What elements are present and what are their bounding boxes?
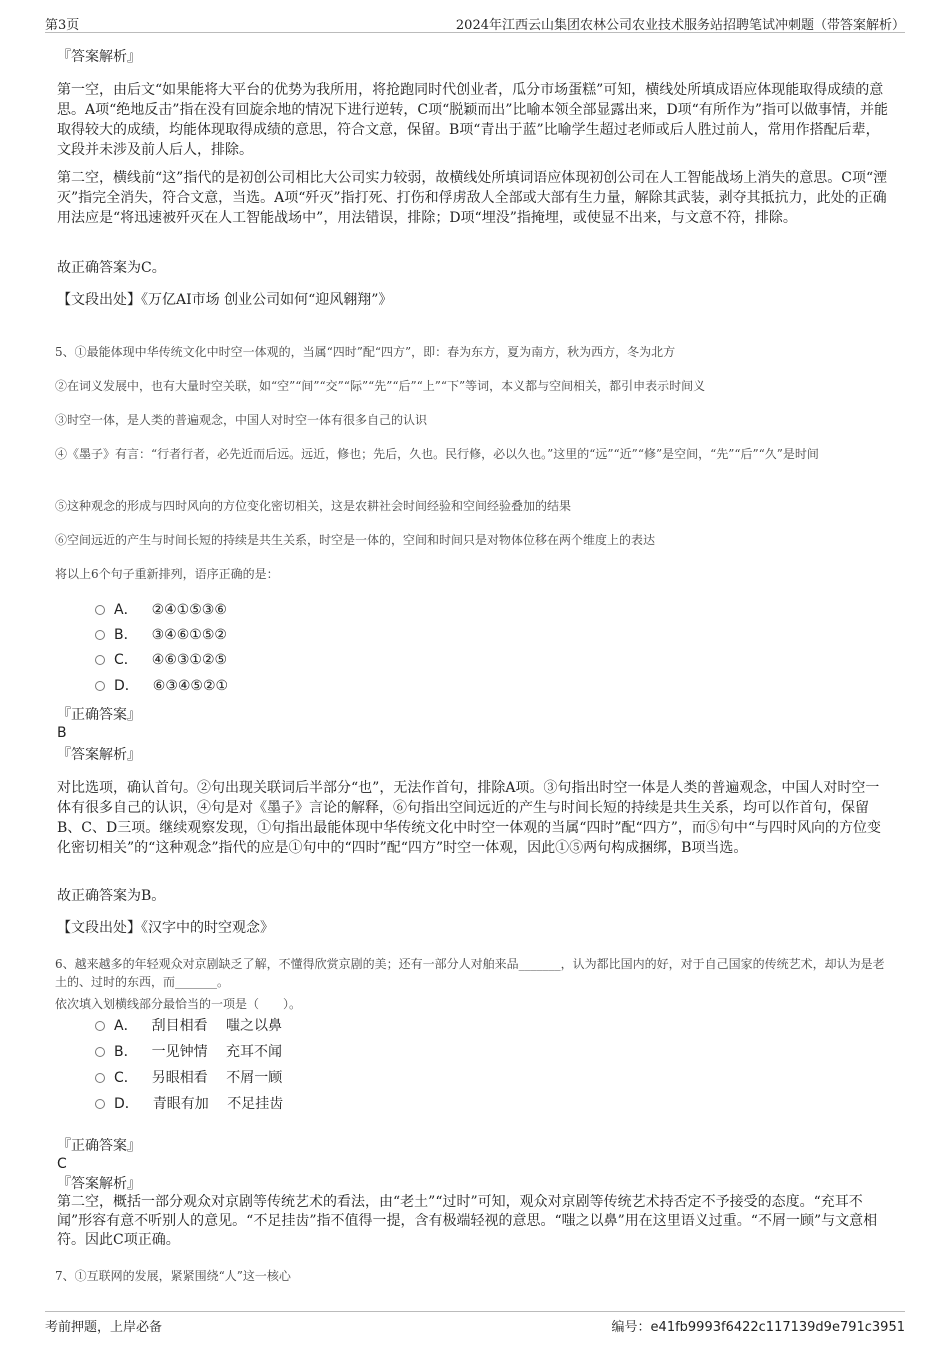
q5-sentence-6: ⑥空间远近的产生与时间长短的持续是共生关系，时空是一体的，空间和时间只是对物体位移在两个维度上的表达 (55, 533, 656, 547)
footer-slogan: 考前押题，上岸必备 (45, 1320, 163, 1335)
q6-stem: 6、越来越多的年轻观众对京剧缺乏了解，不懂得欣赏京剧的美；还有一部分人对舶来品_______，认为都比国内的好，对于自己国家的传统艺术，却认为是老土的、过时的东西，而_______。 (55, 957, 885, 989)
q5-option-b[interactable]: B． ③④⑥①⑤② (95, 625, 227, 645)
document-title: 2024年江西云山集团农林公司农业技术服务站招聘笔试冲刺题（带答案解析） (455, 18, 905, 33)
page-number: 第3页 (45, 18, 80, 33)
document-code (612, 1316, 905, 1335)
radio-icon[interactable] (95, 630, 105, 640)
q4-analysis-para1: 第一空，由后文“如果能将大平台的优势为我所用，将抢跑同时代创业者，瓜分市场蛋糕”可知，横线处所填成语应体现能取得成绩的意思。A项“绝地反击”指在没有回旋余地的情况下进行逆转，C项“脱颖而出”比喻本领全部显露出来，D项“有所作为”指可以做事情，并能取得较大的成绩，均能体现取得成绩的意思，符合文意，保留。B项“青出于蓝”比喻学生超过老师或后人胜过前人，常用作搭配后辈，文段并未涉及前人后人，排除。 (57, 82, 888, 158)
q4-source: 【文段出处】《万亿AI市场 创业公司如何“迎风翱翔”》 (57, 292, 393, 308)
q5-conclusion: 故正确答案为B。 (57, 888, 166, 904)
q5-analysis: 对比选项，确认首句。②句出现关联词后半部分“也”，无法作首句，排除A项。③句指出时空一体是人类的普遍观念，中国人对时空一体有很多自己的认识，④句是对《墨子》言论的解释，⑥句指出空间远近的产生与时间长短的持续是共生关系，均可以作首句，保留B、C、D三项。继续观察发现，①句指出最能体现中华传统文化中时空一体观的当属“四时”配“四方”，而⑤句中“与四时风向的方位变化密切相关”的“这种观念”指代的应是①句中的“四时”配“四方”时空一体观，因此①⑤两句构成捆绑，B项当选。 (57, 780, 882, 856)
q5-correct-answer: B (57, 725, 67, 741)
q6-instruction: 依次填入划横线部分最恰当的一项是（ ）。 (55, 997, 302, 1011)
q5-sentence-1: 5、①最能体现中华传统文化中时空一体观的，当属“四时”配“四方”，即：春为东方，夏为南方，秋为西方，冬为北方 (55, 345, 676, 359)
q6-option-a[interactable]: A． 刮目相看 嗤之以鼻 (95, 1016, 282, 1036)
q5-stem: 将以上6个句子重新排列，语序正确的是： (55, 567, 279, 581)
q5-sentence-2: ②在词义发展中，也有大量时空关联，如“空”“间”“交”“际”“先”“后”“上”“下”等词，本义都与空间相关，都引申表示时间义 (55, 379, 706, 393)
radio-icon[interactable] (95, 1021, 105, 1031)
code-label: 编号： (611, 1320, 651, 1335)
q5-option-d[interactable]: D． ⑥③④⑤②① (95, 676, 228, 696)
q6-correct-label: 『正确答案』 (57, 1138, 141, 1154)
q7-sentence-1: 7、①互联网的发展，紧紧围绕“人”这一核心 (55, 1269, 291, 1283)
q6-option-d[interactable]: D． 青眼有加 不足挂齿 (95, 1094, 283, 1114)
q6-correct-answer: C (57, 1156, 67, 1172)
q5-sentence-4: ④《墨子》有言：“行者行者，必先近而后远。远近，修也；先后，久也。民行修，必以久也。”这里的“远”“近”“修”是空间，“先”“后”“久”是时间 (55, 447, 819, 461)
page-footer (45, 1311, 905, 1336)
q6-analysis-label: 『答案解析』 (57, 1176, 141, 1192)
q6-option-c[interactable]: C． 另眼相看 不屑一顾 (95, 1068, 282, 1088)
q5-option-c[interactable]: C． ④⑥③①②⑤ (95, 650, 227, 670)
code-value: e41fb9993f6422c117139d9e791c3951 (650, 1320, 905, 1335)
radio-icon[interactable] (95, 1073, 105, 1083)
q5-option-a[interactable]: A． ②④①⑤③⑥ (95, 600, 227, 620)
radio-icon[interactable] (95, 1099, 105, 1109)
q6-option-b[interactable]: B． 一见钟情 充耳不闻 (95, 1042, 282, 1062)
q5-source: 【文段出处】《汉字中的时空观念》 (57, 920, 274, 936)
q5-correct-label: 『正确答案』 (57, 707, 141, 723)
q5-analysis-label: 『答案解析』 (57, 747, 141, 763)
q5-sentence-3: ③时空一体，是人类的普遍观念，中国人对时空一体有很多自己的认识 (55, 413, 428, 427)
radio-icon[interactable] (95, 655, 105, 665)
q6-analysis: 第二空，概括一部分观众对京剧等传统艺术的看法，由“老土”“过时”可知，观众对京剧等传统艺术持否定不予接受的态度。“充耳不闻”形容有意不听别人的意见。“不足挂齿”指不值得一提，含有极端轻视的意思。“嗤之以鼻”用在这里语义过重。“不屑一顾”与文意相符。因此C项正确。 (57, 1194, 878, 1248)
q5-sentence-5: ⑤这种观念的形成与四时风向的方位变化密切相关，这是农耕社会时间经验和空间经验叠加的结果 (55, 499, 572, 513)
page-header (45, 12, 905, 33)
q4-conclusion: 故正确答案为C。 (57, 260, 166, 276)
radio-icon[interactable] (95, 1047, 105, 1057)
q4-analysis-para2: 第二空，横线前“这”指代的是初创公司相比大公司实力较弱，故横线处所填词语应体现初创公司在人工智能战场上消失的意思。C项“湮灭”指完全消失，符合文意，当选。A项“歼灭”指打死、打伤和俘虏敌人全部或大部有生力量，解除其武装，剥夺其抵抗力，此处的正确用法应是“将迅速被歼灭在人工智能战场中”，用法错误，排除；D项“埋没”指掩埋，或使显不出来，与文意不符，排除。 (57, 170, 888, 226)
radio-icon[interactable] (95, 681, 105, 691)
radio-icon[interactable] (95, 605, 105, 615)
q4-analysis-label: 『答案解析』 (57, 49, 141, 65)
